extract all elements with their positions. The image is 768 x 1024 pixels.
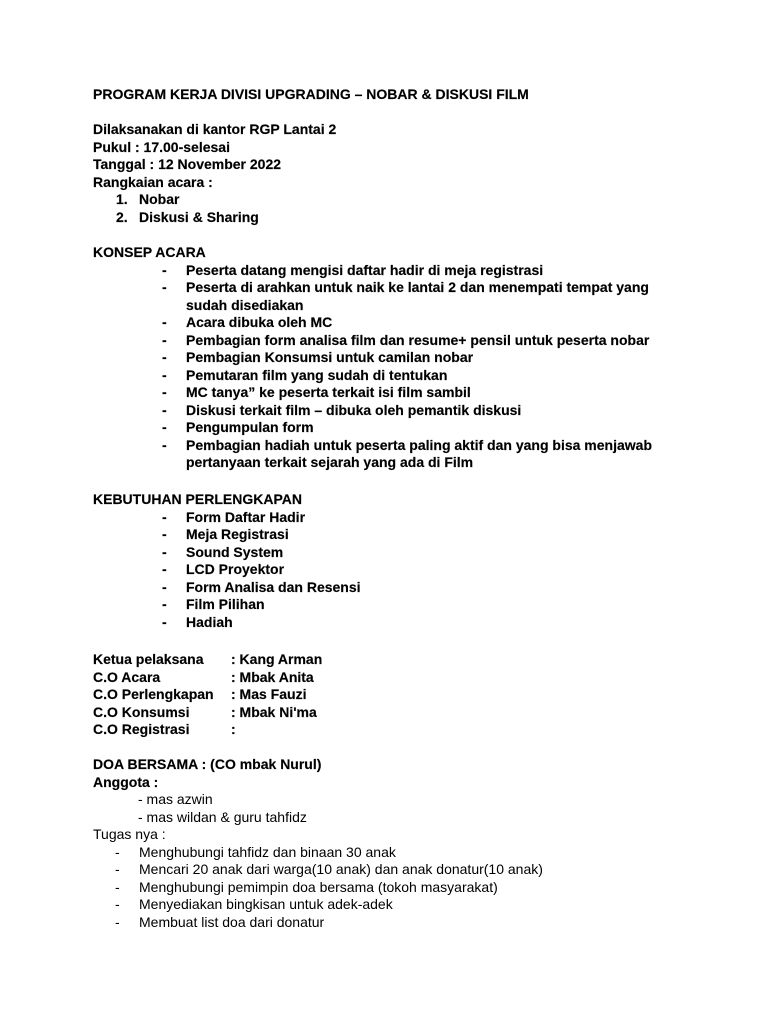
event-time: Pukul : 17.00-selesai	[93, 138, 230, 155]
role-label: C.O Registrasi	[93, 721, 190, 737]
tugas-item: - Menyediakan bingkisan untuk adek-adek	[115, 896, 393, 912]
role-label: C.O Perlengkapan	[93, 686, 214, 702]
doa-heading: DOA BERSAMA : (CO mbak Nurul)	[93, 756, 322, 772]
konsep-item: - Peserta datang mengisi daftar hadir di meja registrasi	[162, 261, 544, 278]
agenda-text: Nobar	[139, 191, 180, 207]
konsep-section	[93, 244, 652, 472]
kebutuhan-item: - Meja Registrasi	[162, 526, 289, 542]
role-value: :	[231, 721, 236, 737]
konsep-item: - Diskusi terkait film – dibuka oleh pemantik diskusi	[162, 401, 522, 418]
role-row	[93, 651, 322, 669]
kebutuhan-item: - Form Analisa dan Resensi	[162, 578, 361, 595]
kebutuhan-item: - Sound System	[162, 543, 284, 560]
role-value: : Mbak Ni'ma	[231, 703, 317, 720]
konsep-heading: KONSEP ACARA	[93, 244, 206, 260]
agenda-text: Diskusi & Sharing	[139, 208, 259, 225]
konsep-item: - Acara dibuka oleh MC	[162, 314, 333, 330]
konsep-item: - Pemutaran film yang sudah di tentukan	[162, 366, 448, 383]
document-title: PROGRAM KERJA DIVISI UPGRADING – NOBAR & DISKUSI FILM	[93, 86, 529, 102]
tugas-item: - Menghubungi tahfidz dan binaan 30 anak	[115, 843, 396, 860]
kebutuhan-item: - LCD Proyektor	[162, 561, 285, 577]
tugas-heading: Tugas nya :	[93, 826, 166, 842]
role-row	[93, 721, 322, 739]
kebutuhan-heading: KEBUTUHAN PERLENGKAPAN	[93, 491, 302, 507]
role-value: : Kang Arman	[231, 651, 323, 667]
event-date: Tanggal : 12 November 2022	[93, 156, 282, 172]
kebutuhan-item: - Form Daftar Hadir	[162, 508, 306, 525]
role-row	[93, 704, 322, 722]
konsep-item: - Pembagian form analisa film dan resume+ pensil untuk peserta nobar	[162, 331, 650, 348]
agenda-item	[93, 209, 336, 227]
anggota-item: - mas azwin	[138, 791, 213, 807]
agenda-item	[93, 191, 336, 209]
konsep-item: - Peserta di arahkan untuk naik ke lantai 2 dan menempati tempat yang sudah disediakan	[162, 279, 649, 313]
agenda-heading: Rangkaian acara :	[93, 173, 213, 190]
anggota-item: - mas wildan & guru tahfidz	[138, 808, 307, 825]
kebutuhan-item: - Hadiah	[162, 613, 233, 630]
tugas-item: - Menghubungi pemimpin doa bersama (tokoh masyarakat)	[115, 878, 498, 895]
role-label: C.O Acara	[93, 668, 161, 685]
konsep-list	[162, 262, 652, 472]
role-value: : Mbak Anita	[231, 668, 314, 685]
doa-section	[93, 756, 543, 931]
committee-roles	[93, 651, 322, 739]
role-label: Ketua pelaksana	[93, 651, 204, 667]
role-row	[93, 669, 322, 687]
agenda-number: 2.	[116, 208, 128, 225]
tugas-item: - Membuat list doa dari donatur	[115, 913, 325, 930]
kebutuhan-list	[162, 509, 361, 632]
event-venue: Dilaksanakan di kantor RGP Lantai 2	[93, 121, 337, 137]
agenda-number: 1.	[116, 191, 128, 207]
event-info	[93, 121, 336, 226]
konsep-item: - MC tanya” ke peserta terkait isi film sambil	[162, 384, 471, 400]
anggota-heading: Anggota :	[93, 773, 159, 790]
role-value: : Mas Fauzi	[231, 686, 307, 702]
konsep-item: - Pembagian hadiah untuk peserta paling aktif dan yang bisa menjawab pertanyaan terkait sejarah yang ada di Film	[162, 436, 652, 470]
tugas-item: - Mencari 20 anak dari warga(10 anak) dan anak donatur(10 anak)	[115, 861, 543, 877]
kebutuhan-item: - Film Pilihan	[162, 596, 265, 612]
konsep-item: - Pengumpulan form	[162, 419, 314, 435]
role-row	[93, 686, 322, 704]
kebutuhan-section	[93, 491, 361, 631]
role-label: C.O Konsumsi	[93, 703, 190, 720]
konsep-item: - Pembagian Konsumsi untuk camilan nobar	[162, 349, 474, 365]
